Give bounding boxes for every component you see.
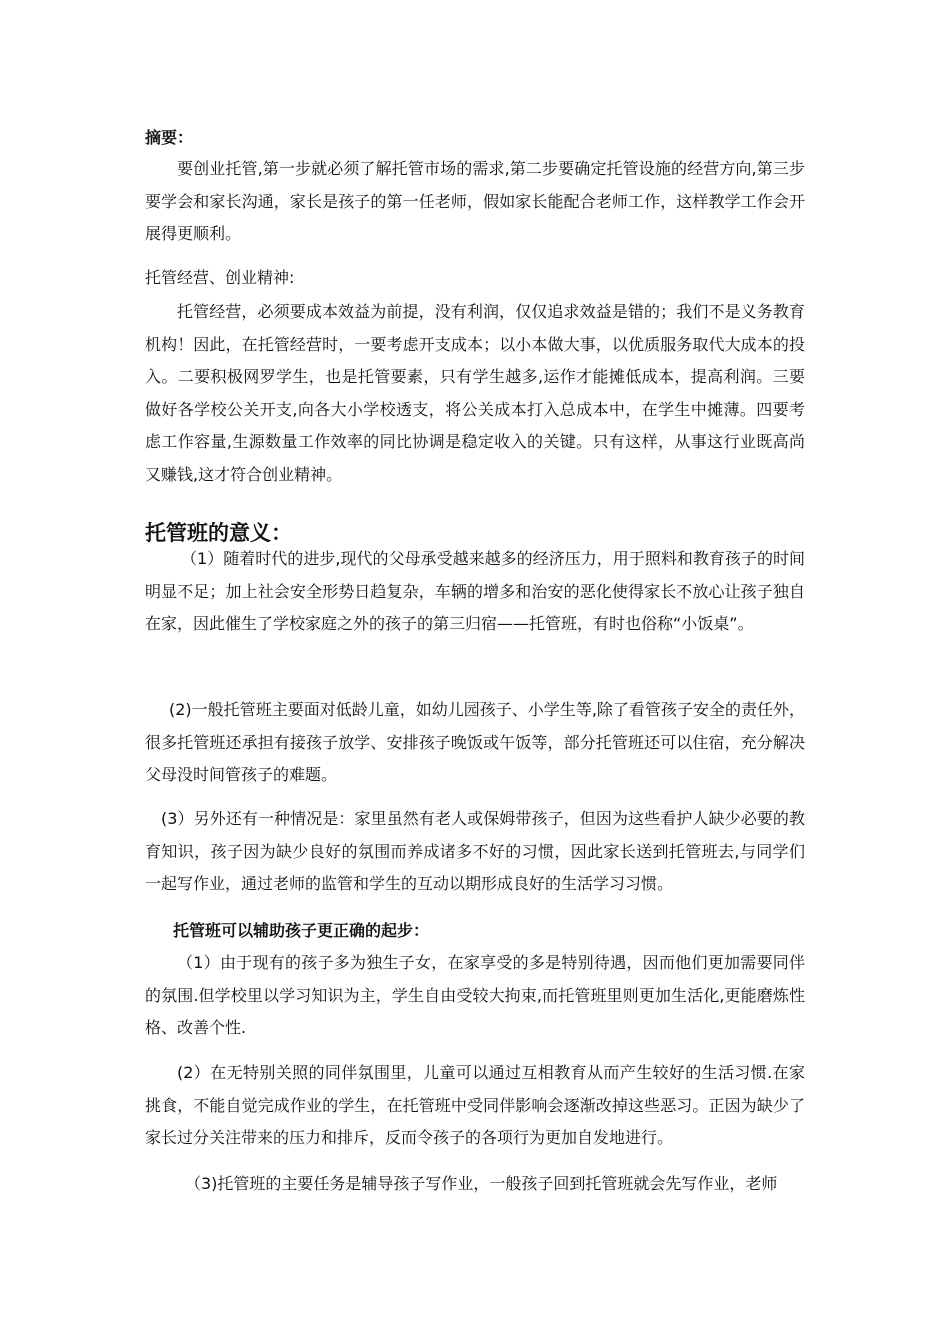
assist-item-1: （1）由于现有的孩子多为独生子女，在家享受的多是特别待遇，因而他们更加需要同伴的氛围.但学校里以学习知识为主，学生自由受较大拘束,而托管班里则更加生活化,更能磨炼性格、改善个性.	[145, 953, 805, 1037]
meaning-item-2: (2)一般托管班主要面对低龄儿童，如幼儿园孩子、小学生等,除了看管孩子安全的责任外，很多托管班还承担有接孩子放学、安排孩子晚饭或午饭等，部分托管班还可以住宿，充分解决父母没时间管孩子的难题。	[145, 700, 805, 784]
business-paragraph: 托管经营，必须要成本效益为前提，没有利润，仅仅追求效益是错的；我们不是义务教育机构！因此，在托管经营时，一要考虑开支成本；以小本做大事，以优质服务取代大成本的投入。二要积极网罗学生，也是托管要素，只有学生越多,运作才能摊低成本，提高利润。三要做好各学校公关开支,向各大小学校透支，将公关成本打入总成本中，在学生中摊薄。四要考虑工作容量,生源数量工作效率的同比协调是稳定收入的关键。只有这样，从事这行业既高尚又赚钱,这才符合创业精神。	[145, 302, 805, 484]
assist-item-2: (2）在无特别关照的同伴氛围里，儿童可以通过互相教育从而产生较好的生活习惯.在家挑食，不能自觉完成作业的学生，在托管班中受同伴影响会逐渐改掉这些恶习。正因为缺少了家长过分关注带来的压力和排斥，反而令孩子的各项行为更加自发地进行。	[145, 1063, 805, 1147]
meaning-item-3: (3）另外还有一种情况是：家里虽然有老人或保姆带孩子，但因为这些看护人缺少必要的教育知识，孩子因为缺少良好的氛围而养成诸多不好的习惯，因此家长送到托管班去,与同学们一起写作业，通过老师的监管和学生的互动以期形成良好的生活学习习惯。	[145, 809, 805, 893]
meaning-item-1: （1）随着时代的进步,现代的父母承受越来越多的经济压力，用于照料和教育孩子的时间明显不足；加上社会安全形势日趋复杂，车辆的增多和治安的恶化使得家长不放心让孩子独自在家，因此催生了学校家庭之外的孩子的第三归宿——托管班，有时也俗称“小饭桌”。	[145, 549, 805, 633]
abstract-label: 摘要：	[145, 128, 194, 147]
assist-title: 托管班可以辅助孩子更正确的起步：	[173, 921, 430, 940]
assist-item-3: （3)托管班的主要任务是辅导孩子写作业，一般孩子回到托管班就会先写作业，老师	[185, 1174, 778, 1193]
business-section-label: 托管经营、创业精神:	[145, 268, 295, 287]
abstract-paragraph: 要创业托管,第一步就必须了解托管市场的需求,第二步要确定托管设施的经营方向,第三步要学会和家长沟通，家长是孩子的第一任老师，假如家长能配合老师工作，这样教学工作会开展得更顺利。	[145, 159, 805, 243]
meaning-title: 托管班的意义：	[145, 521, 292, 545]
